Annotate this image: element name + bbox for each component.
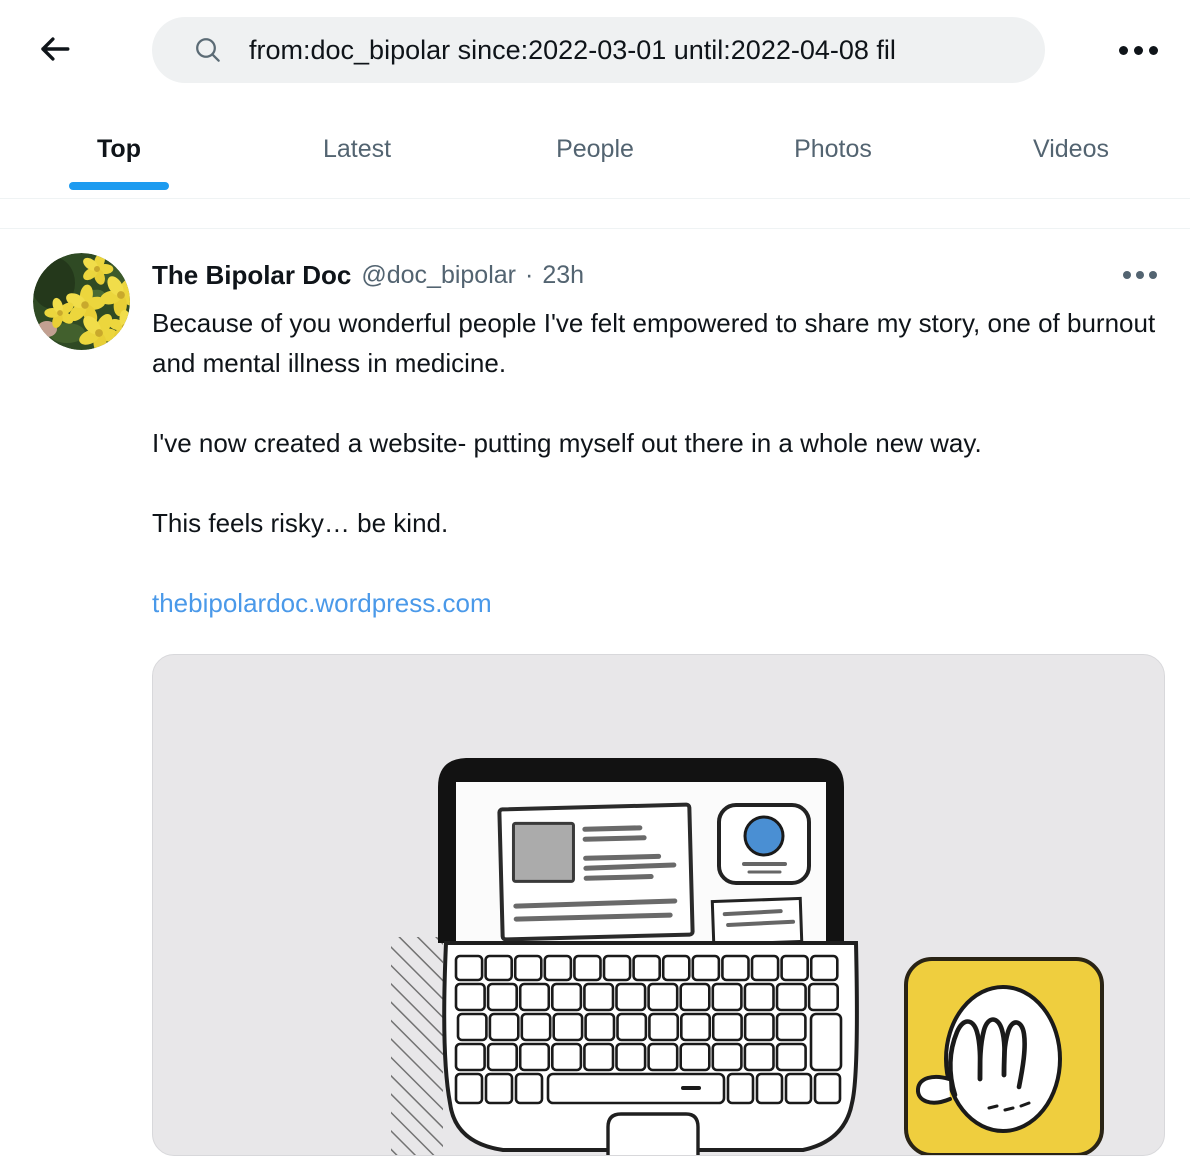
top-bar (0, 0, 1190, 100)
tab-videos-label: Videos (1033, 134, 1109, 163)
search-input[interactable] (249, 35, 1045, 66)
search-options-button[interactable] (1117, 40, 1160, 61)
avatar-flowers-image (33, 253, 130, 350)
tweet-text-paragraph: Because of you wonderful people I've felt empowered to share my story, one of burnout and mental illness in medicine. (152, 308, 1156, 378)
ellipsis-icon (1119, 46, 1158, 55)
profile-dot (745, 817, 783, 855)
ellipsis-icon (1123, 271, 1157, 279)
tab-people-label: People (556, 134, 634, 163)
shadow-hatching (391, 937, 443, 1155)
search-icon (192, 34, 224, 66)
tab-top-label: Top (97, 134, 141, 163)
search-bar[interactable] (152, 17, 1045, 83)
tweet-text-paragraph: This feels risky… be kind. (152, 508, 449, 538)
tab-photos-label: Photos (794, 134, 872, 163)
tab-latest-label: Latest (322, 134, 392, 163)
profile-widget (719, 805, 809, 883)
tweet-link[interactable]: thebipolardoc.wordpress.com (152, 588, 492, 618)
tab-people[interactable] (476, 100, 714, 198)
meta-separator: · (525, 260, 534, 289)
tweet[interactable] (0, 229, 1190, 1156)
back-arrow-icon (38, 32, 72, 69)
tweet-timestamp[interactable]: 23h (542, 260, 585, 289)
avatar[interactable] (33, 253, 130, 350)
laptop-illustration (153, 655, 1164, 1155)
enter-key (811, 1014, 841, 1070)
search-result-tabs (0, 100, 1190, 199)
active-tab-underline (69, 182, 169, 190)
tweet-media-card[interactable] (152, 654, 1165, 1156)
timeline-separator (0, 199, 1190, 229)
tweet-display-name[interactable]: The Bipolar Doc (152, 259, 352, 290)
tweet-body (152, 253, 1165, 1156)
document-on-screen (499, 805, 692, 940)
tweet-text-paragraph: I've now created a website- putting myself out there in a whole new way. (152, 428, 982, 458)
small-card (712, 898, 801, 944)
tweet-more-button[interactable] (1121, 265, 1159, 285)
tweet-meta (361, 261, 584, 290)
tab-top[interactable] (0, 100, 238, 198)
tweet-header (152, 257, 1165, 293)
tab-photos[interactable] (714, 100, 952, 198)
tab-videos[interactable] (952, 100, 1190, 198)
back-button[interactable] (33, 28, 77, 72)
tweet-handle[interactable]: @doc_bipolar (361, 260, 516, 289)
tab-latest[interactable] (238, 100, 476, 198)
trackpad (608, 1114, 698, 1155)
